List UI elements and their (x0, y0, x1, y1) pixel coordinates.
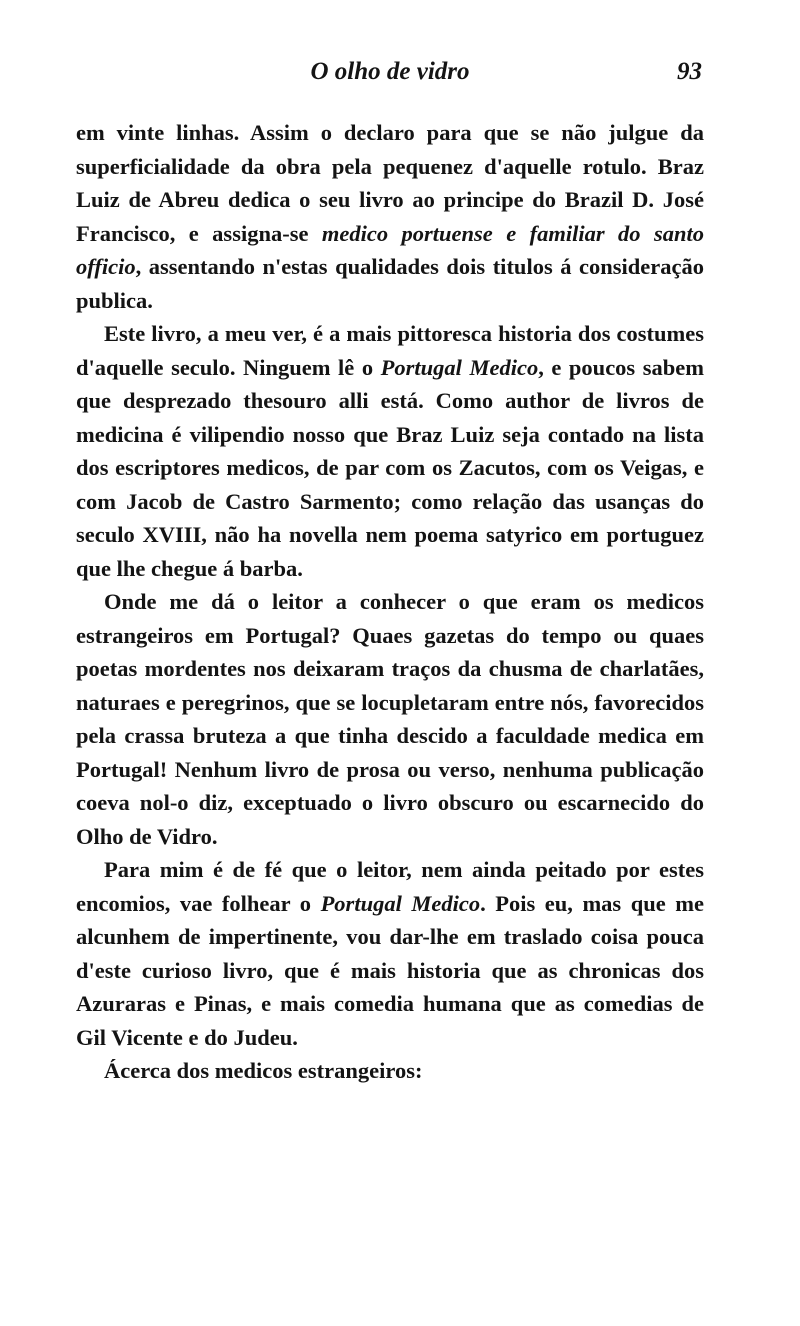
text-segment: Para mim é de fé que o leitor, nem ainda peitado por estes encomios, vae folhear o (76, 857, 704, 916)
italic-segment: Portugal Medico (320, 890, 481, 916)
text-segment: , assentando n'estas qualidades dois titulos á consideração publica. (76, 254, 704, 313)
text-segment: Este livro, a meu ver, é a mais pittoresca historia dos costumes d'aquelle seculo. Ninguem lê o (76, 321, 704, 380)
page-number: 93 (677, 58, 702, 85)
running-head (76, 52, 704, 92)
text-segment: Ácerca dos medicos estrangeiros: (104, 1058, 423, 1083)
text-segment: Onde me dá o leitor a conhecer o que eram os medicos estrangeiros em Portugal? Quaes gazetas do tempo ou quaes poetas mordentes nos deixaram traços da chusma de charlatães, naturaes e peregrinos, que se locupletaram entre nós, favorecidos pela crassa bruteza a que tinha descido a faculdade medica em Portugal! Nenhum livro de prosa ou verso, nenhuma publicação coeva nol-o diz, exceptuado o livro obscuro ou escarnecido do Olho de Vidro. (76, 589, 704, 849)
running-title: O olho de vidro (310, 58, 470, 85)
paragraph-5 (76, 1054, 704, 1088)
paragraph-4 (76, 853, 704, 1054)
paragraph-3 (76, 585, 704, 853)
text-segment: , e poucos sabem que desprezado thesouro alli está. Como author de livros de medicina é vilipendio nosso que Braz Luiz seja contado na lista dos escriptores medicos, de par com os Zacutos, com os Veigas, e com Jacob de Castro Sarmento; como relação das usanças do seculo XVIII, não ha novella nem poema satyrico em portuguez que lhe chegue á barba. (76, 354, 704, 581)
italic-segment: Portugal Medico (380, 354, 539, 380)
italic-segment: medico portuense e familiar do santo officio (76, 220, 704, 279)
paragraph-2 (76, 317, 704, 585)
paragraph-1 (76, 116, 704, 317)
text-segment: . Pois eu, mas que me alcunhem de impertinente, vou dar-lhe em traslado coisa pouca d'este curioso livro, que é mais historia que as chronicas dos Azuraras e Pinas, e mais comedia humana que as comedias de Gil Vicente e do Judeu. (76, 890, 704, 1050)
body-text (76, 116, 704, 1088)
text-segment: em vinte linhas. Assim o declaro para que se não julgue da superficialidade da obra pela pequenez d'aquelle rotulo. Braz Luiz de Abreu dedica o seu livro ao principe do Brazil D. José Francisco, e assigna-se (76, 120, 704, 246)
